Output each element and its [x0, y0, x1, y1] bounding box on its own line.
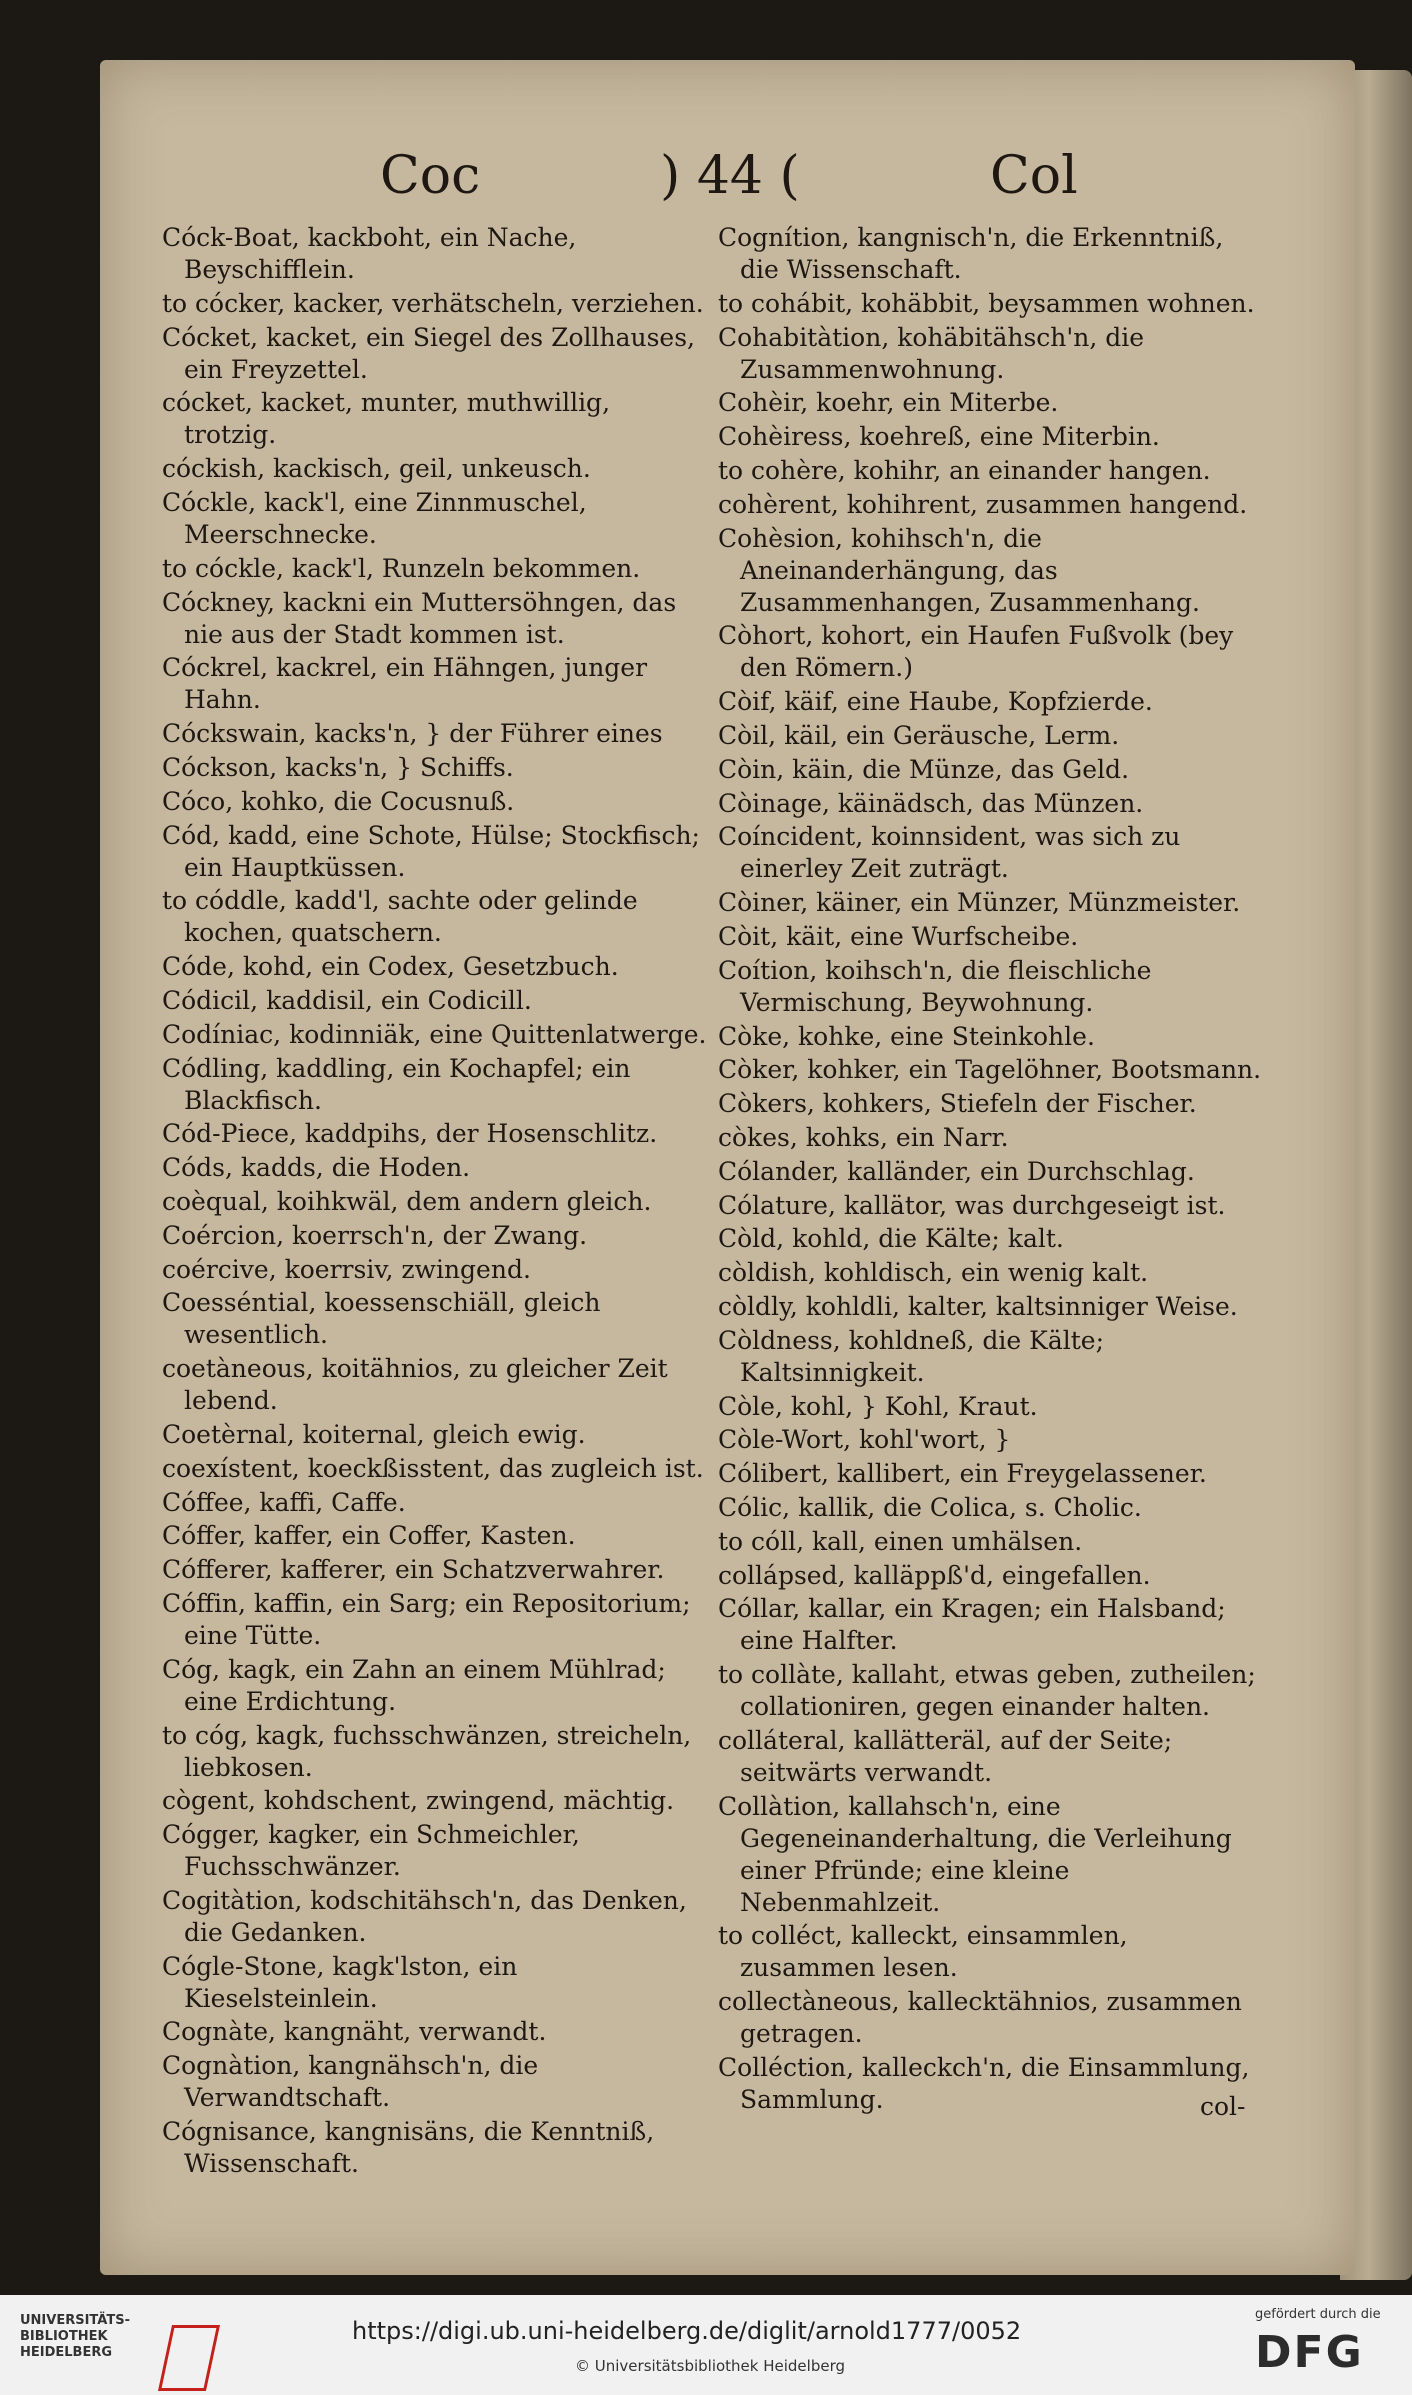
dictionary-entry: Colléction, kalleckch'n, die Einsammlung, Sammlung.	[718, 2053, 1250, 2115]
dictionary-entry: Cognítion, kangnisch'n, die Erkenntniß, die Wissenschaft.	[718, 223, 1224, 284]
university-library-logo[interactable]	[20, 2313, 200, 2383]
dictionary-entry: Códling, kaddling, ein Kochapfel; ein Blackfisch.	[162, 1053, 631, 1115]
dictionary-entry: to cohère, kohihr, an einander hangen.	[718, 455, 1211, 485]
dictionary-entry: coexístent, koeckßisstent, das zugleich ist.	[162, 1453, 704, 1483]
dictionary-entry: cògent, kohdschent, zwingend, mächtig.	[162, 1786, 675, 1816]
dictionary-entry: Cólature, kallätor, was durchgeseigt ist.	[718, 1190, 1226, 1220]
dictionary-entry: collápsed, kalläppß'd, eingefallen.	[718, 1560, 1151, 1590]
dictionary-entry: Cód, kadd, eine Schote, Hülse; Stockfisch; ein Hauptküssen.	[162, 820, 700, 882]
dictionary-entry: to códdle, kadd'l, sachte oder gelinde kochen, quatschern.	[162, 886, 638, 948]
dictionary-entry: Cólic, kallik, die Colica, s. Cholic.	[718, 1492, 1142, 1522]
running-head	[100, 78, 1255, 206]
dictionary-entry: Còiner, käiner, ein Münzer, Münzmeister.	[718, 888, 1241, 918]
dictionary-entry: Cólander, kalländer, ein Durchschlag.	[718, 1156, 1195, 1186]
dictionary-entry: to cócker, kacker, verhätscheln, verziehen.	[162, 288, 704, 318]
dictionary-entry: cócket, kacket, munter, muthwillig, trotzig.	[162, 388, 611, 450]
dictionary-entry: Cóffin, kaffin, ein Sarg; ein Repositorium; eine Tütte.	[162, 1588, 691, 1650]
dictionary-entry: Cóck-Boat, kackboht, ein Nache, Beyschifflein.	[162, 223, 577, 284]
dictionary-entry: colláteral, kallätteräl, auf der Seite; seitwärts verwandt.	[718, 1725, 1173, 1787]
dictionary-entry: cohèrent, kohihrent, zusammen hangend.	[718, 489, 1248, 519]
dictionary-entry: coèqual, koihkwäl, dem andern gleich.	[162, 1186, 652, 1216]
dictionary-entry: Coesséntial, koessenschiäll, gleich wesentlich.	[162, 1288, 601, 1350]
dictionary-entry: Coítion, koihsch'n, die fleischliche Vermischung, Beywohnung.	[718, 955, 1152, 1017]
dfg-logo[interactable]: DFG	[1255, 2327, 1364, 2378]
dictionary-entry: Cólibert, kallibert, ein Freygelassener.	[718, 1459, 1207, 1489]
dictionary-entry: Coíncident, koinnsident, was sich zu einerley Zeit zuträgt.	[718, 822, 1181, 884]
dictionary-entry: Cód-Piece, kaddpihs, der Hosenschlitz.	[162, 1119, 658, 1149]
dictionary-entry: Codíniac, kodinniäk, eine Quittenlatwerge.	[162, 1019, 707, 1049]
dictionary-entry: Còle-Wort, kohl'wort, }	[718, 1425, 1011, 1455]
dictionary-entry: Còld, kohld, die Kälte; kalt.	[718, 1224, 1064, 1254]
dictionary-entry: Cóffer, kaffer, ein Coffer, Kasten.	[162, 1521, 576, 1551]
dictionary-entry: Cohèir, koehr, ein Miterbe.	[718, 388, 1059, 418]
dictionary-entry: coércive, koerrsiv, zwingend.	[162, 1254, 531, 1284]
dictionary-entry: Códe, kohd, ein Codex, Gesetzbuch.	[162, 952, 619, 982]
page-number: ) 44 (	[660, 146, 800, 206]
dictionary-entry: Còil, käil, ein Geräusche, Lerm.	[718, 720, 1120, 750]
dictionary-entry: Cóckney, kackni ein Muttersöhngen, das nie aus der Stadt kommen ist.	[162, 587, 677, 649]
dictionary-entry: Collàtion, kallahsch'n, eine Gegeneinanderhaltung, die Verleihung einer Pfründe; eine kleine Nebenmahlzeit.	[718, 1791, 1232, 1917]
dictionary-entry: Còle, kohl, } Kohl, Kraut.	[718, 1391, 1038, 1421]
dictionary-entry: Códs, kadds, die Hoden.	[162, 1153, 471, 1183]
dictionary-entry: to collàte, kallaht, etwas geben, zutheilen; collationiren, gegen einander halten.	[718, 1660, 1256, 1722]
dictionary-entry: Cógle-Stone, kagk'lston, ein Kieselsteinlein.	[162, 1951, 518, 2013]
dictionary-entry: Cógnisance, kangnisäns, die Kenntniß, Wissenschaft.	[162, 2117, 655, 2179]
dictionary-entry: Cohèsion, kohihsch'n, die Aneinanderhängung, das Zusammenhangen, Zusammenhang.	[718, 523, 1200, 617]
dictionary-entry: Códicil, kaddisil, ein Codicill.	[162, 985, 532, 1015]
dictionary-entry: Cóco, kohko, die Cocusnuß.	[162, 786, 515, 816]
viewer-footer	[0, 2295, 1412, 2395]
dictionary-entry: Cóckson, kacks'n, } Schiffs.	[162, 752, 514, 782]
dictionary-entry: Còldness, kohldneß, die Kälte; Kaltsinnigkeit.	[718, 1325, 1104, 1387]
library-name-line3: HEIDELBERG	[20, 2345, 113, 2360]
funding-note: gefördert durch die	[1255, 2307, 1381, 2322]
permalink-url[interactable]: https://digi.ub.uni-heidelberg.de/diglit/arnold1777/0052	[352, 2317, 1022, 2345]
running-head-left: Coc	[380, 146, 481, 206]
right-column	[718, 222, 1266, 2118]
dictionary-entry: Cognàtion, kangnähsch'n, die Verwandtschaft.	[162, 2051, 539, 2113]
dictionary-entry: Cófferer, kafferer, ein Schatzverwahrer.	[162, 1555, 665, 1585]
library-name-line1: UNIVERSITÄTS-	[20, 2313, 130, 2328]
left-column	[162, 222, 710, 2182]
dictionary-entry: Cohèiress, koehreß, eine Miterbin.	[718, 422, 1160, 452]
dictionary-entry: Cóffee, kaffi, Caffe.	[162, 1487, 406, 1517]
dictionary-entry: Cóg, kagk, ein Zahn an einem Mühlrad; eine Erdichtung.	[162, 1654, 666, 1716]
dictionary-entry: Còker, kohker, ein Tagelöhner, Bootsmann.	[718, 1055, 1262, 1085]
dictionary-entry: Còif, käif, eine Haube, Kopfzierde.	[718, 687, 1153, 717]
dictionary-entry: coetàneous, koitähnios, zu gleicher Zeit lebend.	[162, 1354, 668, 1416]
dictionary-entry: to cóll, kall, einen umhälsen.	[718, 1526, 1083, 1556]
dictionary-entry: Còke, kohke, eine Steinkohle.	[718, 1021, 1095, 1051]
dictionary-entry: Cognàte, kangnäht, verwandt.	[162, 2017, 547, 2047]
dictionary-entry: Còinage, käinädsch, das Münzen.	[718, 788, 1144, 818]
dictionary-entry: Còit, käit, eine Wurfscheibe.	[718, 921, 1079, 951]
dictionary-entry: Cóckswain, kacks'n, } der Führer eines	[162, 719, 663, 749]
dictionary-entry: to colléct, kalleckt, einsammlen, zusammen lesen.	[718, 1921, 1128, 1983]
dictionary-entry: Cógger, kagker, ein Schmeichler, Fuchsschwänzer.	[162, 1820, 580, 1882]
dictionary-entry: Cóckrel, kackrel, ein Hähngen, junger Hahn.	[162, 653, 648, 715]
running-head-right: Col	[990, 146, 1078, 206]
dictionary-entry: còldish, kohldisch, ein wenig kalt.	[718, 1258, 1149, 1288]
dictionary-entry: còkes, kohks, ein Narr.	[718, 1122, 1009, 1152]
dictionary-entry: to cohábit, kohäbbit, beysammen wohnen.	[718, 288, 1255, 318]
dictionary-entry: cóckish, kackisch, geil, unkeusch.	[162, 454, 591, 484]
dictionary-entry: to cóg, kagk, fuchsschwänzen, streicheln, liebkosen.	[162, 1720, 692, 1782]
library-name-line2: BIBLIOTHEK	[20, 2329, 108, 2344]
dictionary-entry: Cóckle, kack'l, eine Zinnmuschel, Meerschnecke.	[162, 487, 587, 549]
dictionary-entry: Còin, käin, die Münze, das Geld.	[718, 754, 1130, 784]
catchword: col-	[1200, 2092, 1246, 2121]
copyright-notice: © Universitätsbibliothek Heidelberg	[575, 2357, 846, 2375]
dictionary-entry: Cohabitàtion, kohäbitähsch'n, die Zusammenwohnung.	[718, 322, 1145, 384]
dictionary-entry: Coércion, koerrsch'n, der Zwang.	[162, 1220, 588, 1250]
dictionary-entry: Cóllar, kallar, ein Kragen; ein Halsband; eine Halfter.	[718, 1594, 1226, 1656]
dictionary-entry: collectàneous, kallecktähnios, zusammen getragen.	[718, 1987, 1242, 2049]
dictionary-entry: Cogitàtion, kodschitähsch'n, das Denken, die Gedanken.	[162, 1885, 687, 1947]
dictionary-entry: Còhort, kohort, ein Haufen Fußvolk (bey den Römern.)	[718, 621, 1234, 683]
dictionary-entry: còldly, kohldli, kalter, kaltsinniger Weise.	[718, 1291, 1238, 1321]
dictionary-entry: Coetèrnal, koiternal, gleich ewig.	[162, 1419, 586, 1449]
dictionary-entry: to cóckle, kack'l, Runzeln bekommen.	[162, 553, 641, 583]
dictionary-entry: Cócket, kacket, ein Siegel des Zollhauses, ein Freyzettel.	[162, 322, 695, 384]
dictionary-entry: Còkers, kohkers, Stiefeln der Fischer.	[718, 1089, 1197, 1119]
